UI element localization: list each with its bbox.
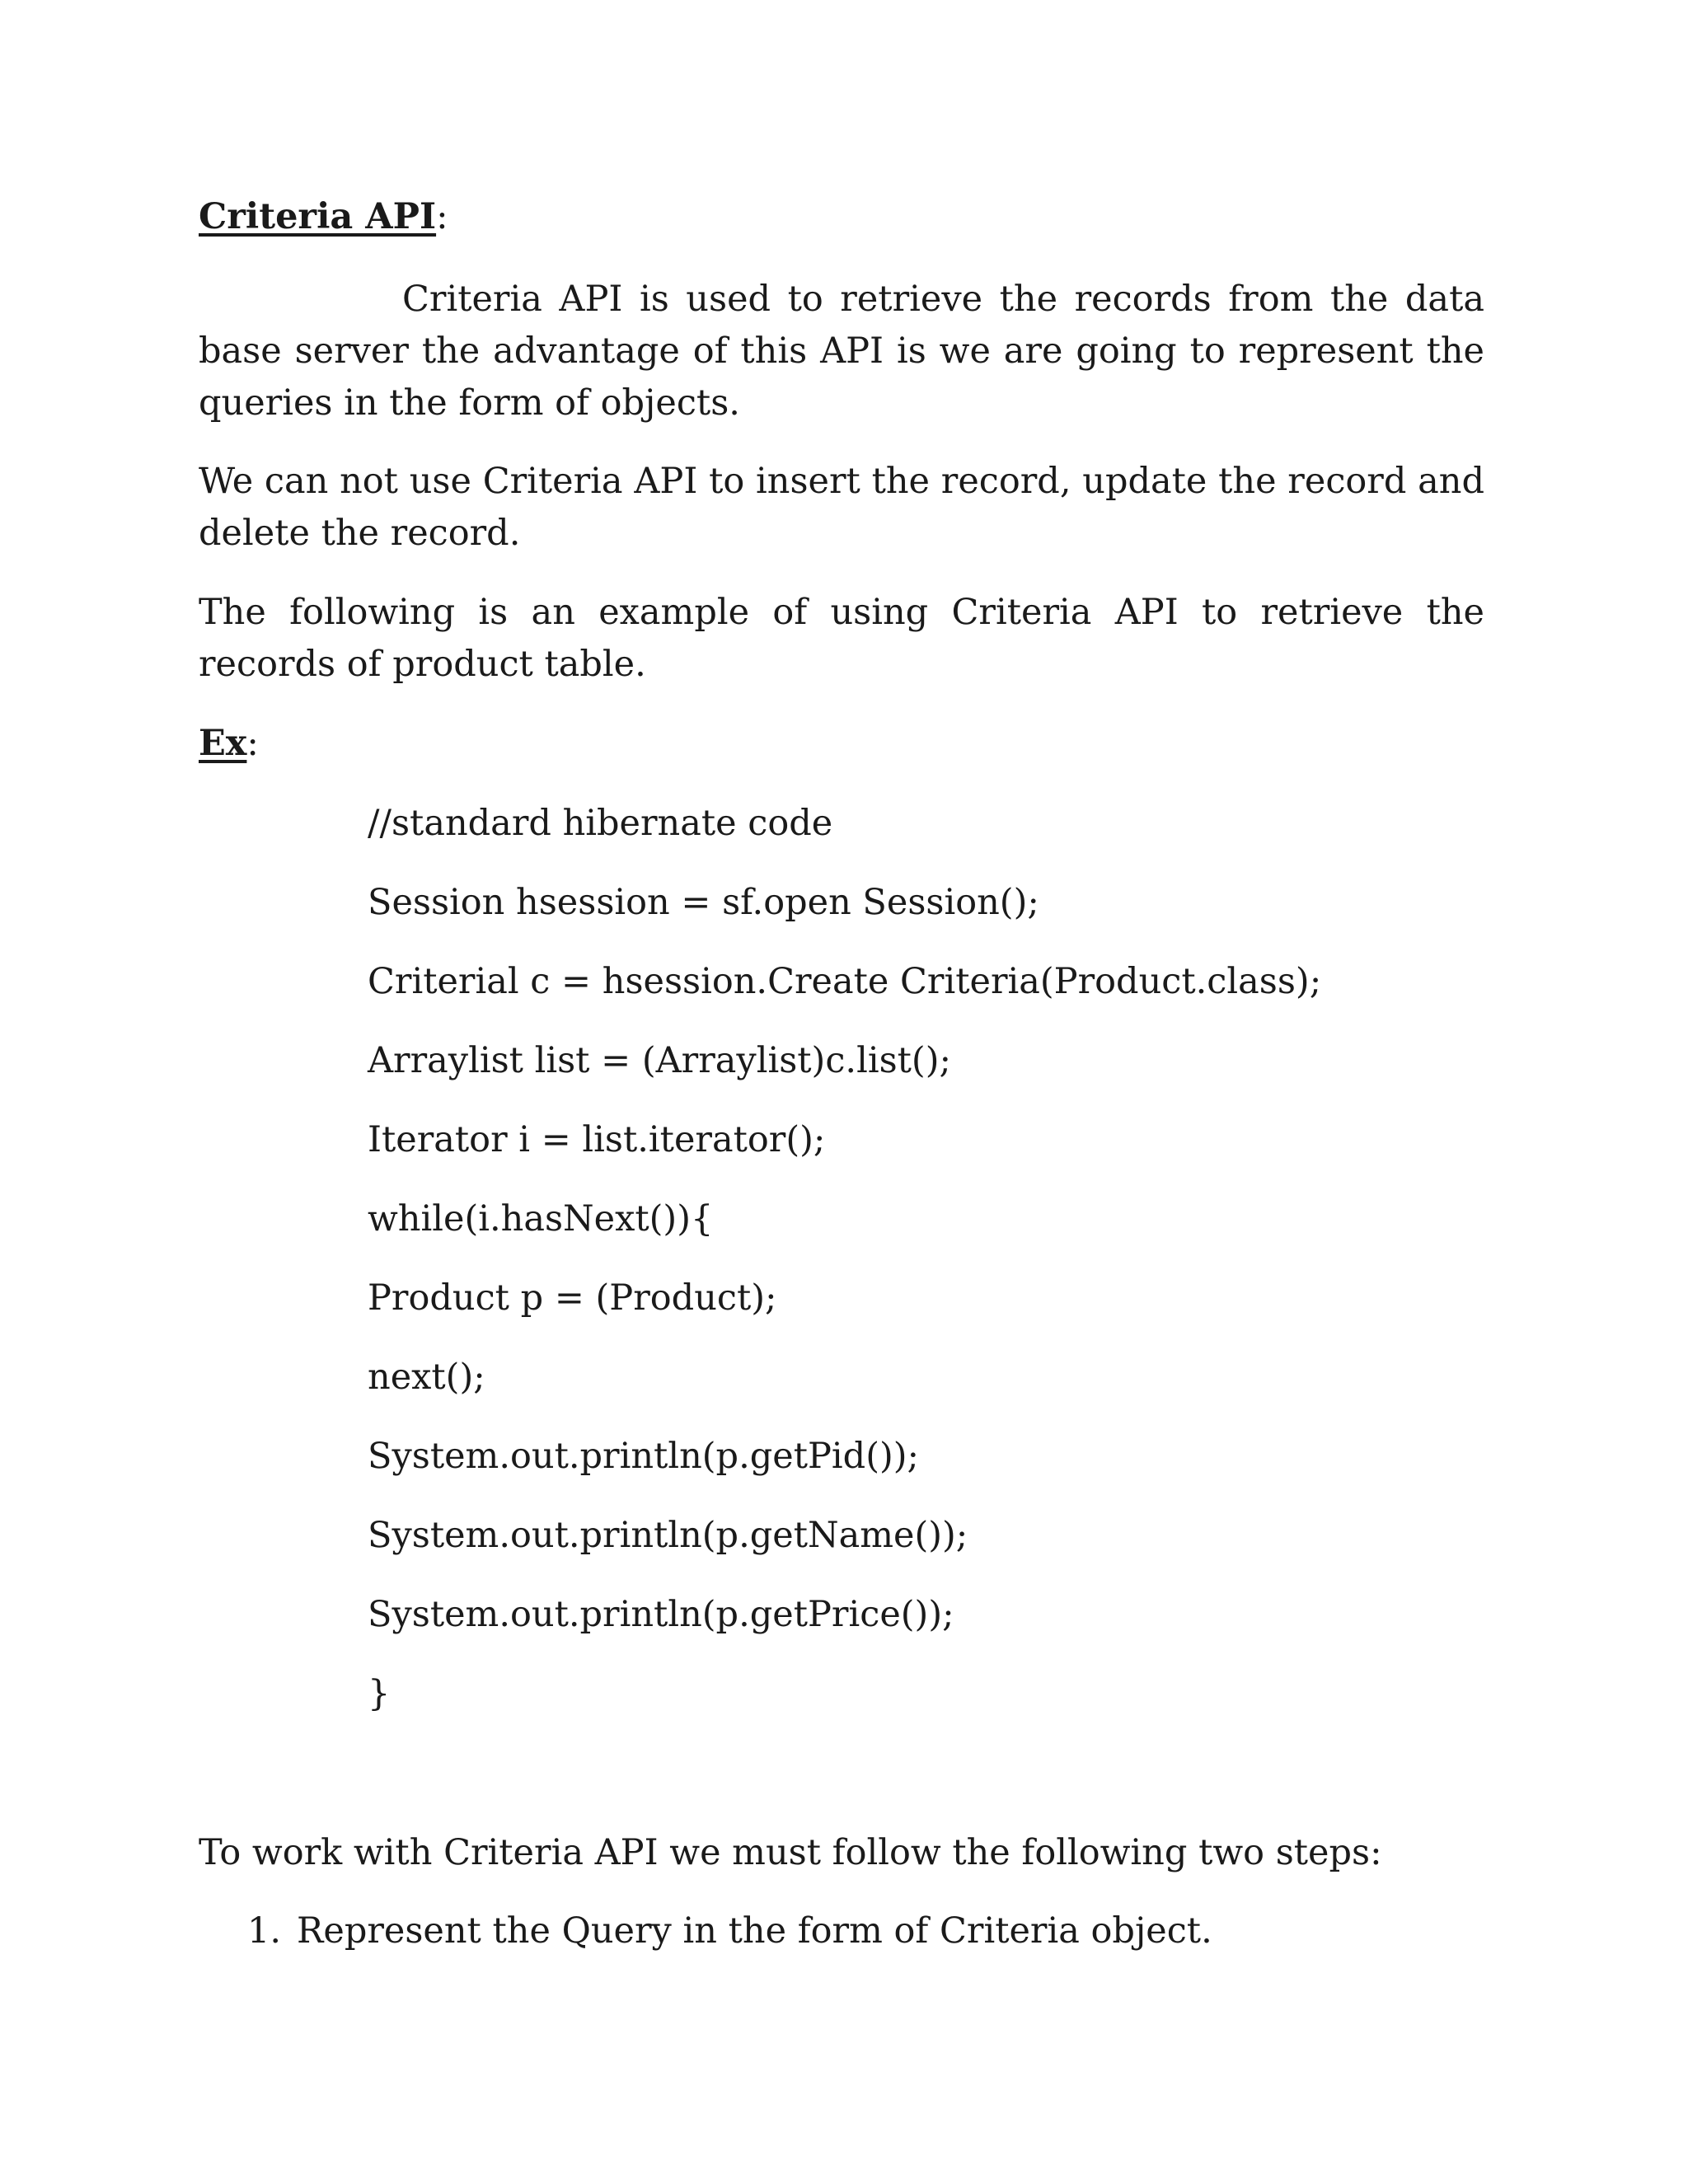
limitation-paragraph: We can not use Criteria API to insert the record, update the record and delete the record. bbox=[199, 461, 1484, 554]
code-line: Product p = (Product); bbox=[368, 1277, 777, 1319]
code-line: Session hsession = sf.open Session(); bbox=[368, 882, 1039, 923]
list-item-text: Represent the Query in the form of Criteria object. bbox=[297, 1910, 1212, 1952]
code-line: //standard hibernate code bbox=[368, 803, 833, 844]
section-title-colon: : bbox=[436, 196, 448, 237]
code-line: System.out.println(p.getPid()); bbox=[368, 1436, 920, 1477]
code-line: Criterial c = hsession.Create Criteria(Product.class); bbox=[368, 961, 1322, 1002]
code-line: Iterator i = list.iterator(); bbox=[368, 1119, 826, 1160]
example-intro-paragraph: The following is an example of using Criteria API to retrieve the records of product table. bbox=[199, 592, 1484, 685]
example-heading bbox=[199, 718, 1484, 770]
section-heading bbox=[199, 191, 1484, 243]
intro-paragraph: Criteria API is used to retrieve the records from the data base server the advantage of this API is we are going to represent the queries in the form of objects. bbox=[199, 279, 1484, 424]
list-item-number: 1. bbox=[247, 1910, 282, 1952]
section-title: Criteria API bbox=[199, 196, 437, 237]
code-line: Arraylist list = (Arraylist)c.list(); bbox=[368, 1040, 951, 1081]
code-line: next(); bbox=[368, 1357, 485, 1398]
list-item bbox=[247, 1906, 1212, 1956]
example-title: Ex bbox=[199, 723, 247, 764]
example-title-colon: : bbox=[246, 723, 259, 764]
steps-intro: To work with Criteria API we must follow the following two steps: bbox=[199, 1832, 1382, 1873]
code-line: while(i.hasNext()){ bbox=[368, 1198, 714, 1240]
code-line: System.out.println(p.getPrice()); bbox=[368, 1594, 954, 1635]
code-line: } bbox=[368, 1673, 391, 1714]
code-line: System.out.println(p.getName()); bbox=[368, 1515, 968, 1556]
